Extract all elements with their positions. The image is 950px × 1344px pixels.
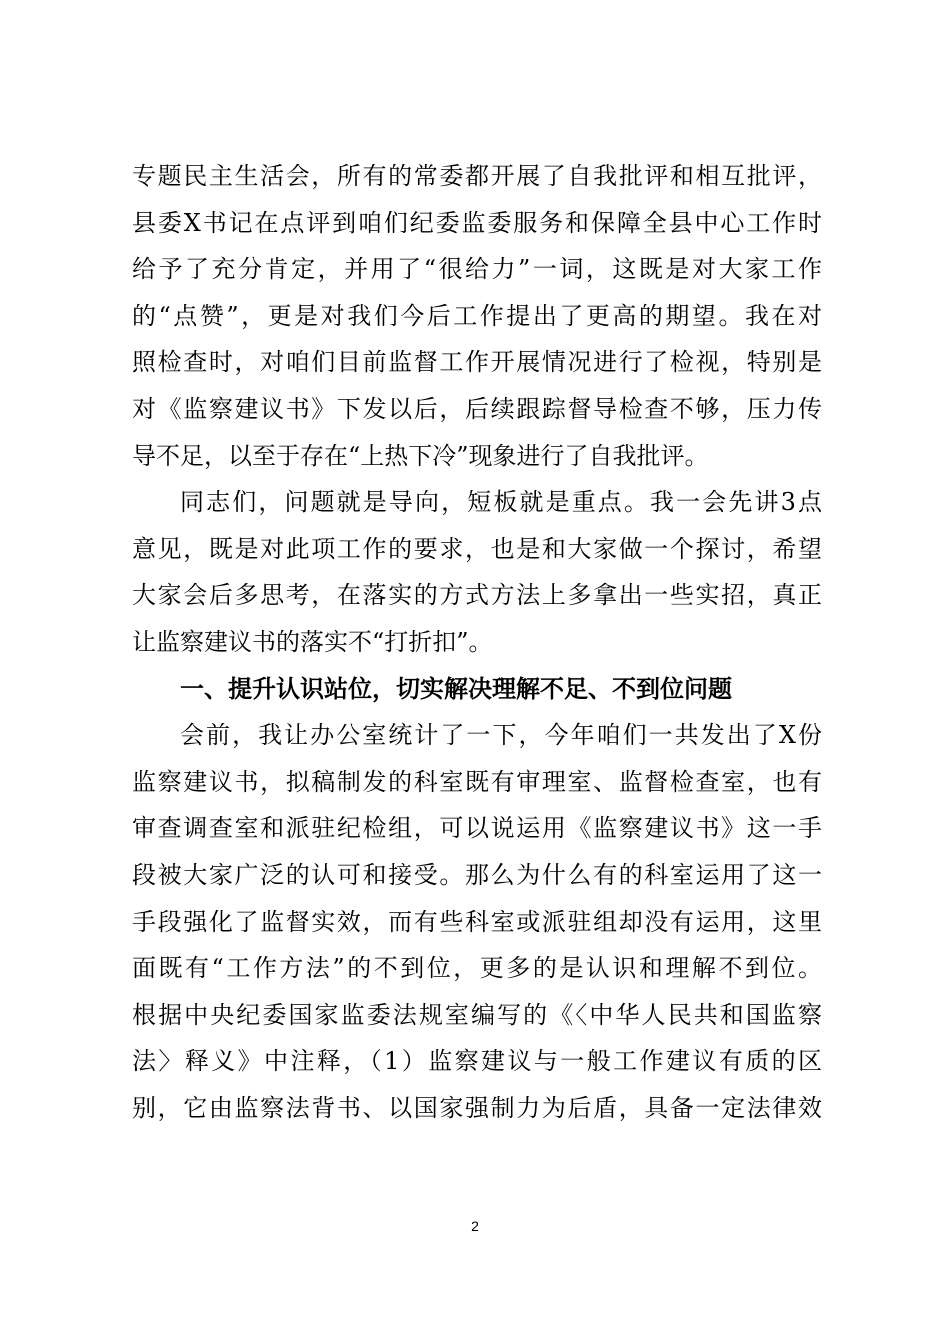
text-line: 导不足，以至于存在“上热下冷”现象进行了自我批评。 <box>132 441 709 470</box>
text-line: 别，它由监察法背书、以国家强制力为后盾，具备一定法律效 <box>132 1093 822 1122</box>
text-line: 给予了充分肯定，并用了“很给力”一词，这既是对大家工作 <box>132 255 822 284</box>
text-line: 专题民主生活会，所有的常委都开展了自我批评和相互批评， <box>132 162 822 190</box>
text-line: 意见，既是对此项工作的要求，也是和大家做一个探讨，希望 <box>132 534 822 563</box>
text-line: 根据中央纪委国家监委法规室编写的《〈中华人民共和国监察 <box>132 1000 822 1029</box>
text-line: 监察建议书，拟稿制发的科室既有审理室、监督检查室，也有 <box>132 767 822 796</box>
document-body <box>132 153 822 1131</box>
text-line: 面既有“工作方法”的不到位，更多的是认识和理解不到位。 <box>132 954 822 983</box>
text-line: 手段强化了监督实效，而有些科室或派驻组却没有运用，这里 <box>132 907 822 936</box>
text-line: 会前，我让办公室统计了一下，今年咱们一共发出了X份 <box>180 721 822 750</box>
section-heading: 一、提升认识站位，切实解决理解不足、不到位问题 <box>180 674 732 703</box>
text-line: 段被大家广泛的认可和接受。那么为什么有的科室运用了这一 <box>132 860 822 889</box>
text-line: 县委X书记在点评到咱们纪委监委服务和保障全县中心工作时 <box>132 208 822 237</box>
text-line: 让监察建议书的落实不“打折扣”。 <box>132 627 493 656</box>
text-line: 对《监察建议书》下发以后，后续跟踪督导检查不够，压力传 <box>132 394 822 423</box>
text-line: 法〉释义》中注释，（1）监察建议与一般工作建议有质的区 <box>132 1047 822 1076</box>
text-line: 的“点赞”，更是对我们今后工作提出了更高的期望。我在对 <box>132 301 822 330</box>
text-line: 审查调查室和派驻纪检组，可以说运用《监察建议书》这一手 <box>132 814 822 843</box>
text-line: 大家会后多思考，在落实的方式方法上多拿出一些实招，真正 <box>132 581 822 610</box>
text-line: 照检查时，对咱们目前监督工作开展情况进行了检视，特别是 <box>132 348 822 377</box>
page-number: 2 <box>471 1218 479 1234</box>
text-line: 同志们，问题就是导向，短板就是重点。我一会先讲3点 <box>180 488 822 517</box>
